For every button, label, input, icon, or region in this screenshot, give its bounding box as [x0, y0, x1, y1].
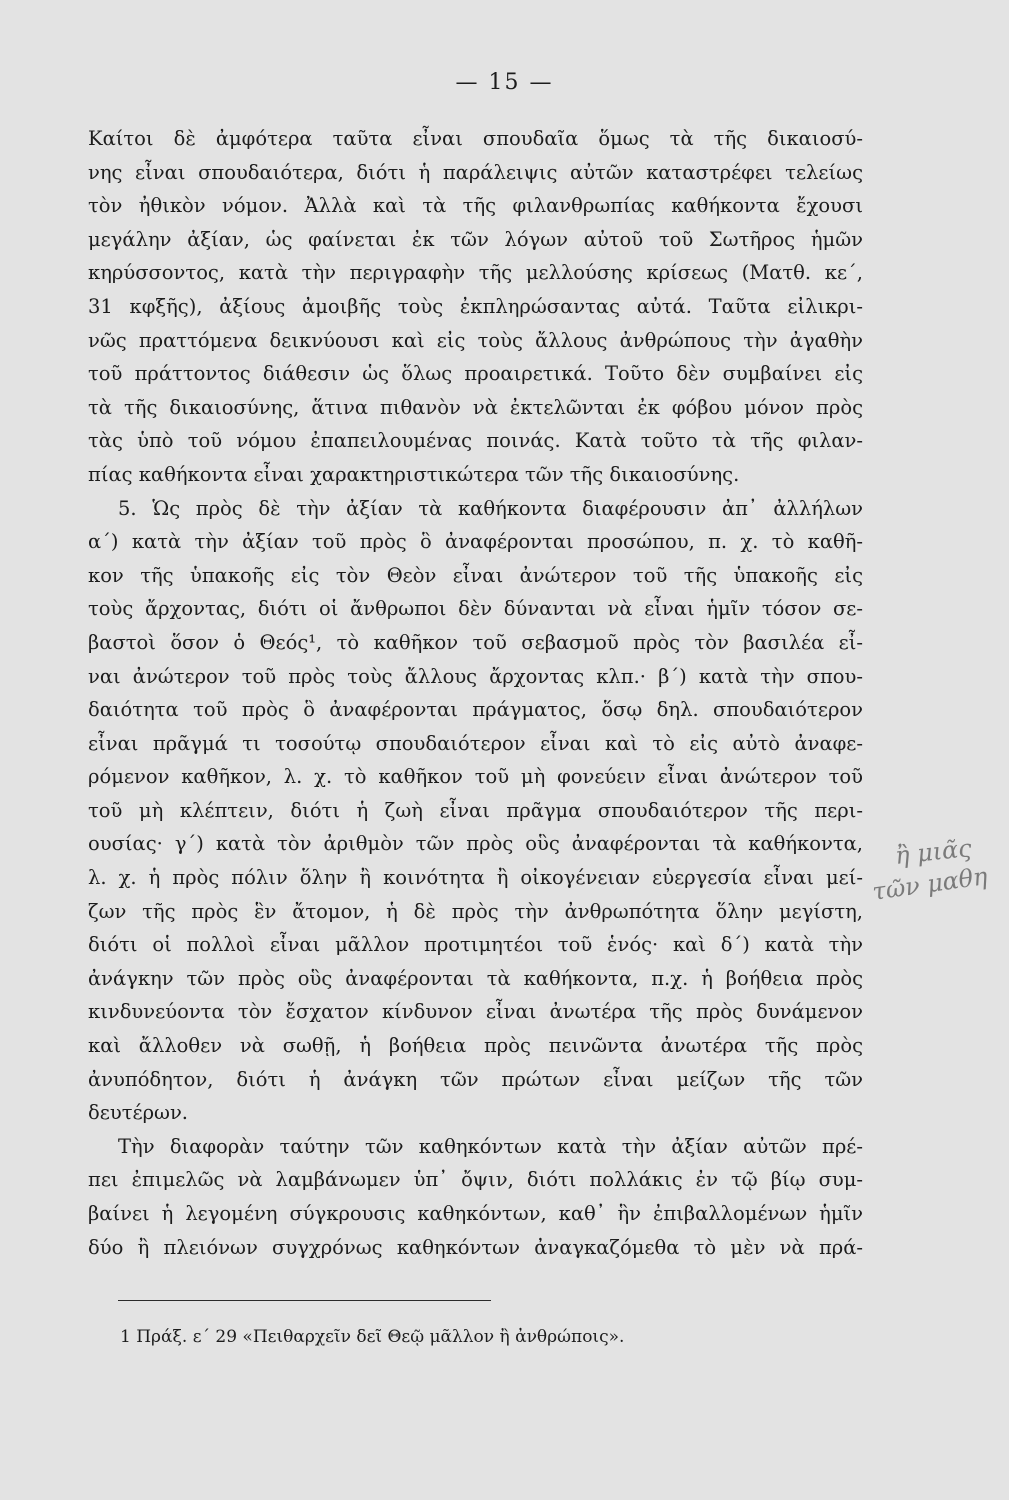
text-line: 5. Ὡς πρὸς δὲ τὴν ἀξίαν τὰ καθήκοντα διαφέρουσιν ἀπ᾿ ἀλλήλων	[118, 496, 863, 520]
text-line: μεγάλην ἀξίαν, ὡς φαίνεται ἐκ τῶν λόγων αὐτοῦ τοῦ Σωτῆρος ἡμῶν	[88, 227, 863, 251]
text-line: νῶς πραττόμενα δεικνύουσι καὶ εἰς τοὺς ἄλλους ἀνθρώπους τὴν ἀγαθὴν	[88, 328, 863, 352]
text-line: καὶ ἄλλοθεν νὰ σωθῇ, ἡ βοήθεια πρὸς πεινῶντα ἀνωτέρα τῆς πρὸς	[88, 1034, 863, 1058]
text-line: δαιότητα τοῦ πρὸς ὃ ἀναφέρονται πράγματος, ὅσῳ δηλ. σπουδαιότερον	[88, 698, 863, 722]
text-line: ρόμενον καθῆκον, λ. χ. τὸ καθῆκον τοῦ μὴ φονεύειν εἶναι ἀνώτερον τοῦ	[88, 765, 863, 789]
text-line: ναι ἀνώτερον τοῦ πρὸς τοὺς ἄλλους ἄρχοντας κλπ.· β΄) κατὰ τὴν σπου-	[88, 664, 863, 688]
handwritten-margin-note: ἢ μιᾶς	[893, 834, 973, 870]
text-line: ουσίας· γ΄) κατὰ τὸν ἀριθμὸν τῶν πρὸς οὓς ἀναφέρονται τὰ καθήκοντα,	[88, 832, 863, 856]
text-line: πίας καθήκοντα εἶναι χαρακτηριστικώτερα τῶν τῆς δικαιοσύνης.	[88, 462, 740, 486]
text-line: τοῦ μὴ κλέπτειν, διότι ἡ ζωὴ εἶναι πρᾶγμα σπουδαιότερον τῆς περι-	[88, 798, 863, 822]
text-line: Τὴν διαφορὰν ταύτην τῶν καθηκόντων κατὰ τὴν ἀξίαν αὐτῶν πρέ-	[118, 1134, 863, 1158]
text-line: ἀνάγκην τῶν πρὸς οὓς ἀναφέρονται τὰ καθήκοντα, π.χ. ἡ βοήθεια πρὸς	[88, 966, 863, 990]
text-line: τοῦ πράττοντος διάθεσιν ὡς ὅλως προαιρετικά. Τοῦτο δὲν συμβαίνει εἰς	[88, 362, 863, 386]
text-line: βαστοὶ ὅσον ὁ Θεός¹, τὸ καθῆκον τοῦ σεβασμοῦ πρὸς τὸν βασιλέα εἶ-	[88, 630, 863, 654]
footnote-divider	[118, 1300, 491, 1301]
text-line: ἀνυπόδητον, διότι ἡ ἀνάγκη τῶν πρώτων εἶναι μείζων τῆς τῶν	[88, 1067, 863, 1091]
text-line: α΄) κατὰ τὴν ἀξίαν τοῦ πρὸς ὃ ἀναφέρονται προσώπου, π. χ. τὸ καθῆ-	[88, 530, 863, 554]
text-line: ζων τῆς πρὸς ἓν ἄτομον, ἡ δὲ πρὸς τὴν ἀνθρωπότητα ὅλην μεγίστη,	[88, 899, 863, 923]
body-text	[88, 122, 863, 1264]
text-line: πει ἐπιμελῶς νὰ λαμβάνωμεν ὑπ᾿ ὄψιν, διότι πολλάκις ἐν τῷ βίῳ συμ-	[88, 1168, 863, 1192]
text-line: τὰ τῆς δικαιοσύνης, ἅτινα πιθανὸν νὰ ἐκτελῶνται ἐκ φόβου μόνον πρὸς	[88, 395, 863, 419]
text-line: διότι οἱ πολλοὶ εἶναι μᾶλλον προτιμητέοι τοῦ ἑνός· καὶ δ΄) κατὰ τὴν	[88, 933, 863, 957]
text-line: δύο ἢ πλειόνων συγχρόνως καθηκόντων ἀναγκαζόμεθα τὸ μὲν νὰ πρά-	[88, 1235, 863, 1259]
text-line: δευτέρων.	[88, 1101, 189, 1125]
text-line: κον τῆς ὑπακοῆς εἰς τὸν Θεὸν εἶναι ἀνώτερον τοῦ τῆς ὑπακοῆς εἰς	[88, 563, 863, 587]
footnote: 1 Πράξ. ε΄ 29 «Πειθαρχεῖν δεῖ Θεῷ μᾶλλον ἢ ἀνθρώποις».	[120, 1327, 625, 1347]
text-line: τὸν ἠθικὸν νόμον. Ἀλλὰ καὶ τὰ τῆς φιλανθρωπίας καθήκοντα ἔχουσι	[88, 194, 863, 218]
text-line: κηρύσσοντος, κατὰ τὴν περιγραφὴν τῆς μελλούσης κρίσεως (Ματθ. κε΄,	[88, 261, 863, 285]
text-line: βαίνει ἡ λεγομένη σύγκρουσις καθηκόντων, καθ᾿ ἣν ἐπιβαλλομένων ἡμῖν	[88, 1202, 863, 1225]
text-line: νης εἶναι σπουδαιότερα, διότι ἡ παράλειψις αὐτῶν καταστρέφει τελείως	[88, 160, 863, 184]
text-line: εἶναι πρᾶγμά τι τοσούτῳ σπουδαιότερον εἶναι καὶ τὸ εἰς αὐτὸ ἀναφε-	[88, 731, 863, 755]
page-number: — 15 —	[455, 70, 554, 95]
text-line: τὰς ὑπὸ τοῦ νόμου ἐπαπειλουμένας ποινάς. Κατὰ τοῦτο τὰ τῆς φιλαν-	[88, 429, 863, 453]
text-line: Καίτοι δὲ ἀμφότερα ταῦτα εἶναι σπουδαῖα ὅμως τὰ τῆς δικαιοσύ-	[88, 127, 863, 150]
text-line: κινδυνεύοντα τὸν ἔσχατον κίνδυνον εἶναι ἀνωτέρα τῆς πρὸς δυνάμενον	[88, 1000, 863, 1024]
text-line: τοὺς ἄρχοντας, διότι οἱ ἄνθρωποι δὲν δύνανται νὰ εἶναι ἡμῖν τόσον σε-	[88, 597, 863, 621]
text-line: λ. χ. ἡ πρὸς πόλιν ὅλην ἢ κοινότητα ἢ οἰκογένειαν εὐεργεσία εἶναι μεί-	[88, 866, 863, 890]
handwritten-margin-note: τῶν μαθη	[870, 862, 990, 906]
text-line: 31 κφξῆς), ἀξίους ἀμοιβῆς τοὺς ἐκπληρώσαντας αὐτά. Ταῦτα εἰλικρι-	[88, 294, 863, 318]
